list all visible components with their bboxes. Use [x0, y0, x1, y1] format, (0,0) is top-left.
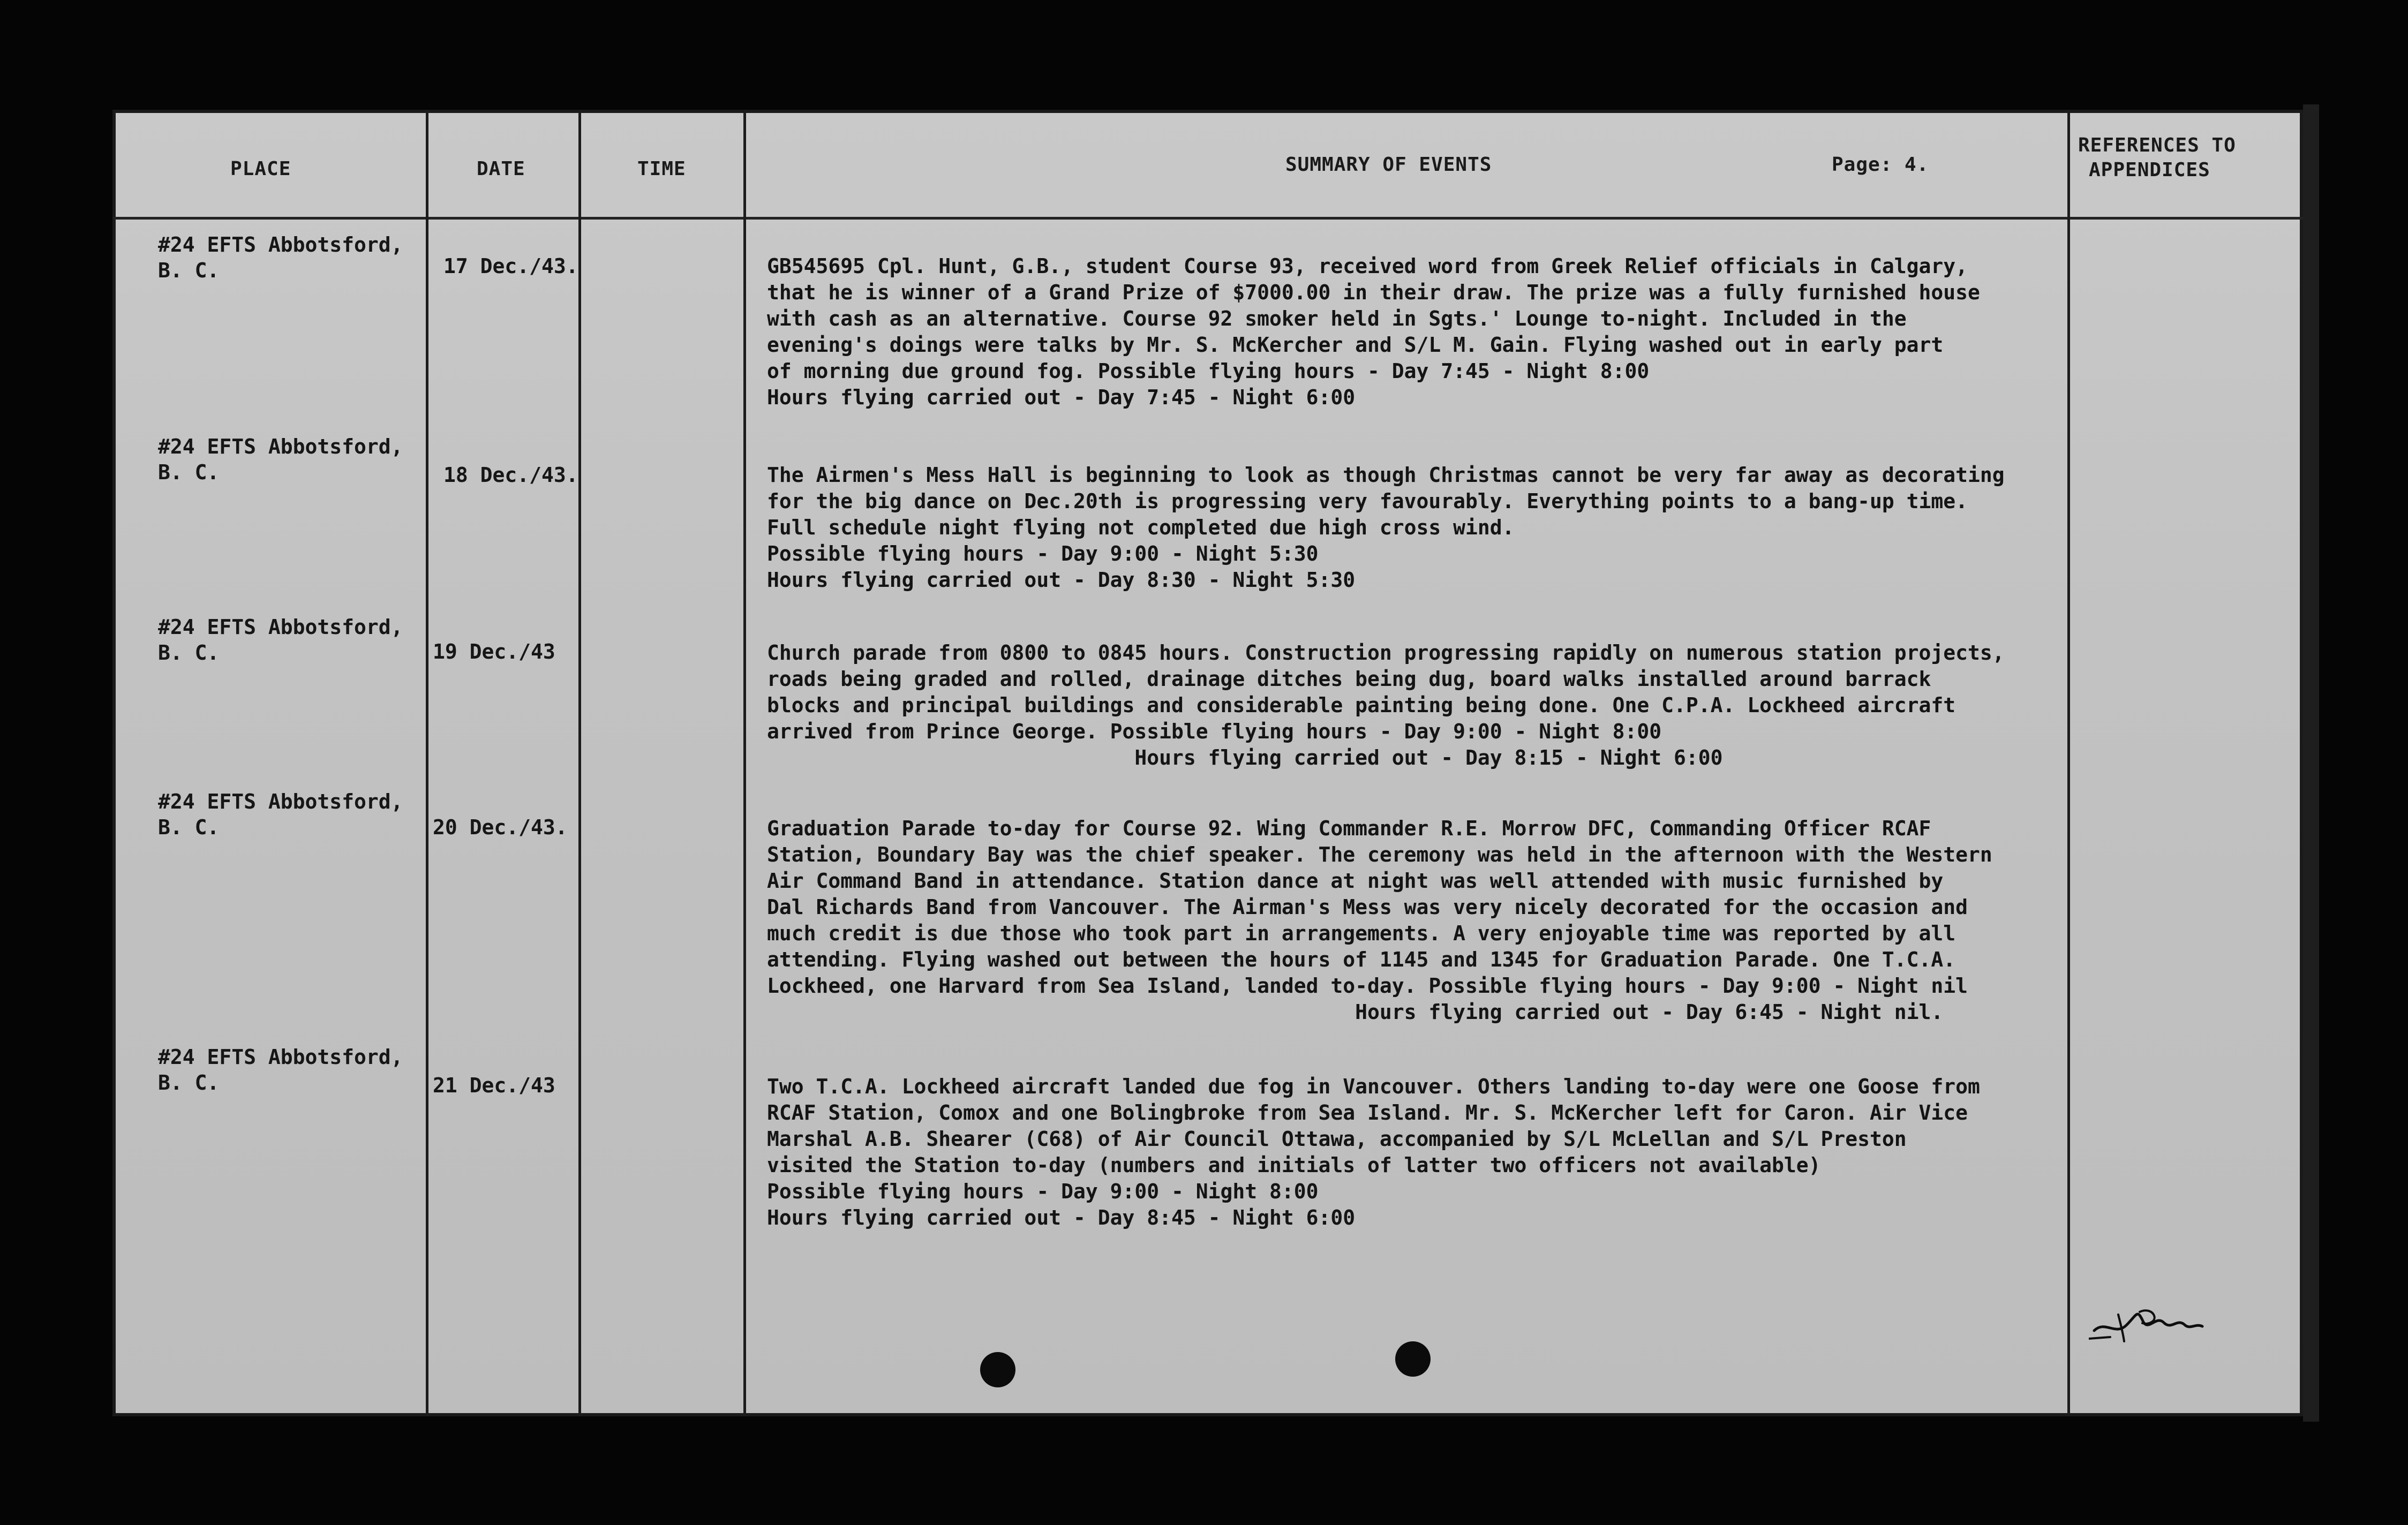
- entry-date: 20 Dec./43.: [433, 816, 568, 839]
- summary-line: that he is winner of a Grand Prize of $7000.00 in their draw. The prize was a fully furnished house: [767, 281, 1980, 304]
- entry-place: [158, 789, 403, 840]
- entry-place-line2: B. C.: [158, 460, 220, 484]
- summary-line: Hours flying carried out - Day 8:15 - Night 6:00: [767, 746, 1723, 769]
- summary-line: Dal Richards Band from Vancouver. The Airman's Mess was very nicely decorated for the occasion and: [767, 895, 1968, 919]
- entry-date: 19 Dec./43: [433, 640, 555, 663]
- summary-line: for the big dance on Dec.20th is progressing very favourably. Everything points to a bang-up time.: [767, 489, 1968, 513]
- time-summary-divider: [743, 110, 746, 1416]
- date-time-divider: [578, 110, 581, 1416]
- summary-line: Graduation Parade to-day for Course 92. Wing Commander R.E. Morrow DFC, Commanding Officer RCAF: [767, 817, 1931, 840]
- entry-place-line2: B. C.: [158, 1071, 220, 1094]
- entry-place-line1: #24 EFTS Abbotsford,: [158, 790, 403, 813]
- header-summary: SUMMARY OF EVENTS: [1285, 154, 1492, 176]
- summary-line: much credit is due those who took part in arrangements. A very enjoyable time was reported by all: [767, 922, 1956, 945]
- entry-date: 21 Dec./43: [433, 1074, 555, 1097]
- page-number: Page: 4.: [1832, 154, 1929, 176]
- entry-summary: [767, 816, 1992, 1025]
- entry-place-line1: #24 EFTS Abbotsford,: [158, 615, 403, 639]
- summary-line: evening's doings were talks by Mr. S. McKercher and S/L M. Gain. Flying washed out in early part: [767, 333, 1944, 357]
- summary-line: Station, Boundary Bay was the chief speaker. The ceremony was held in the afternoon with the Western: [767, 843, 1992, 866]
- summary-line: Hours flying carried out - Day 8:30 - Night 5:30: [767, 568, 1356, 592]
- summary-line: Church parade from 0800 to 0845 hours. Construction progressing rapidly on numerous station projects,: [767, 641, 2005, 665]
- entry-date: 17 Dec./43.: [443, 254, 578, 278]
- entry-place-line2: B. C.: [158, 816, 220, 839]
- summary-line: roads being graded and rolled, drainage ditches being dug, board walks installed around barrack: [767, 667, 1931, 691]
- summary-line: Air Command Band in attendance. Station dance at night was well attended with music furnished by: [767, 869, 1944, 893]
- summary-line: arrived from Prince George. Possible flying hours - Day 9:00 - Night 8:00: [767, 720, 1662, 743]
- punch-hole: [1395, 1341, 1431, 1377]
- entry-summary: [767, 640, 2005, 771]
- header-references-line2: APPENDICES: [2089, 159, 2210, 181]
- entry-place-line2: B. C.: [158, 641, 220, 665]
- summary-line: The Airmen's Mess Hall is beginning to look as though Christmas cannot be very far away as decorating: [767, 463, 2005, 487]
- entry-place: [158, 434, 403, 485]
- summary-line: Lockheed, one Harvard from Sea Island, landed to-day. Possible flying hours - Day 9:00 - Night nil: [767, 974, 1968, 998]
- summary-line: Hours flying carried out - Day 7:45 - Night 6:00: [767, 386, 1356, 409]
- entry-place: [158, 1044, 403, 1096]
- summary-references-divider: [2067, 110, 2070, 1416]
- header-time: TIME: [637, 158, 686, 180]
- entry-place: [158, 614, 403, 666]
- summary-line: Full schedule night flying not completed due high cross wind.: [767, 516, 1515, 539]
- entry-place: [158, 232, 403, 283]
- header-date: DATE: [477, 158, 525, 180]
- header-references-line1: REFERENCES TO: [2078, 134, 2236, 156]
- entry-date: 18 Dec./43.: [443, 463, 578, 487]
- summary-line: Marshal A.B. Shearer (C68) of Air Council Ottawa, accompanied by S/L McLellan and S/L Preston: [767, 1127, 1907, 1151]
- page-edge-shadow: [2303, 104, 2319, 1422]
- entry-place-line1: #24 EFTS Abbotsford,: [158, 233, 403, 256]
- summary-line: blocks and principal buildings and considerable painting being done. One C.P.A. Lockheed aircraft: [767, 693, 1956, 717]
- summary-line: Hours flying carried out - Day 6:45 - Night nil.: [767, 1000, 1944, 1024]
- summary-line: Two T.C.A. Lockheed aircraft landed due fog in Vancouver. Others landing to-day were one Goose from: [767, 1075, 1980, 1098]
- summary-line: of morning due ground fog. Possible flying hours - Day 7:45 - Night 8:00: [767, 359, 1650, 383]
- summary-line: Possible flying hours - Day 9:00 - Night 5:30: [767, 542, 1319, 565]
- summary-line: visited the Station to-day (numbers and initials of latter two officers not available): [767, 1153, 1821, 1177]
- header-place: PLACE: [230, 158, 291, 180]
- entry-summary: [767, 253, 1980, 411]
- entry-summary: [767, 462, 2005, 593]
- summary-line: GB545695 Cpl. Hunt, G.B., student Course 93, received word from Greek Relief officials in Calgary,: [767, 254, 1968, 278]
- summary-line: RCAF Station, Comox and one Bolingbroke from Sea Island. Mr. S. McKercher left for Caron. Air Vice: [767, 1101, 1968, 1124]
- entry-place-line1: #24 EFTS Abbotsford,: [158, 435, 403, 458]
- summary-line: Hours flying carried out - Day 8:45 - Night 6:00: [767, 1206, 1356, 1229]
- summary-line: with cash as an alternative. Course 92 smoker held in Sgts.' Lounge to-night. Included in the: [767, 307, 1907, 330]
- header-bottom-rule: [112, 217, 2303, 220]
- header-references: [2078, 133, 2236, 183]
- entry-place-line2: B. C.: [158, 259, 220, 282]
- place-date-divider: [426, 110, 428, 1416]
- handwritten-initials: [2089, 1288, 2207, 1352]
- summary-line: Possible flying hours - Day 9:00 - Night 8:00: [767, 1180, 1319, 1203]
- war-diary-page: [112, 110, 2303, 1416]
- summary-line: attending. Flying washed out between the hours of 1145 and 1345 for Graduation Parade. One T.C.A.: [767, 948, 1956, 971]
- entry-place-line1: #24 EFTS Abbotsford,: [158, 1045, 403, 1069]
- entry-summary: [767, 1074, 1980, 1231]
- punch-hole: [980, 1352, 1015, 1387]
